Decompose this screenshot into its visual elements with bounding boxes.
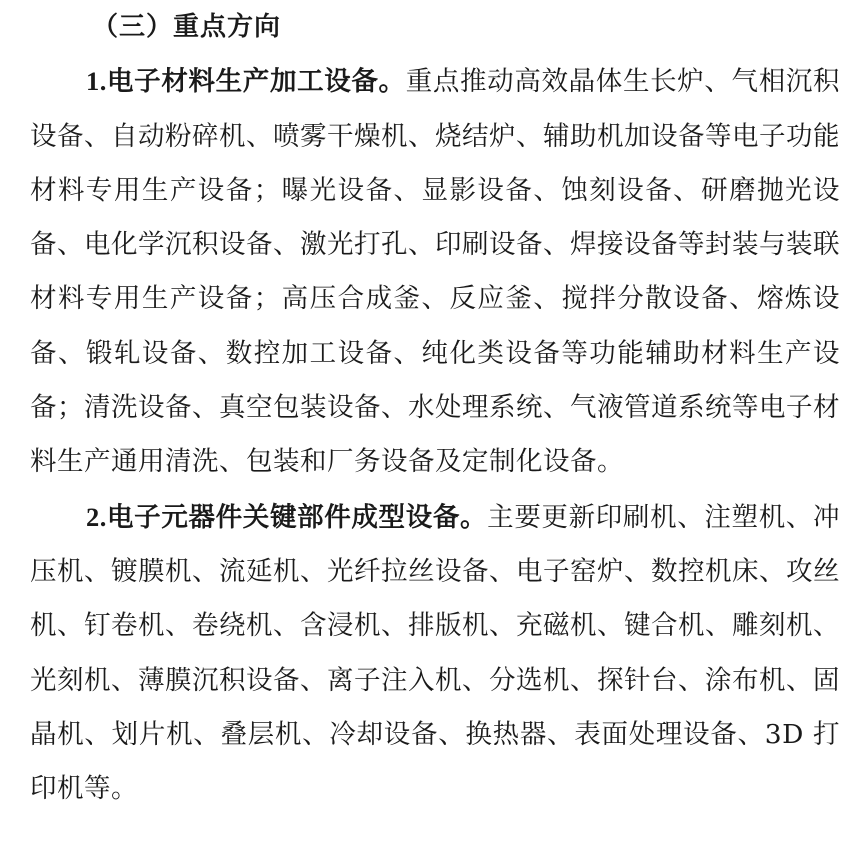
item-1-title: 电子材料生产加工设备。 [106, 66, 406, 98]
item-2-number: 2. [86, 501, 107, 532]
item-2-title: 电子元器件关键部件成型设备。 [106, 501, 488, 533]
section-heading: （三）重点方向 [92, 12, 282, 42]
item-2-body: 主要更新印刷机、注塑机、冲压机、镀膜机、流延机、光纤拉丝设备、电子窑炉、数控机床、攻丝机、钉卷机、卷绕机、含浸机、排版机、充磁机、键合机、雕刻机、光刻机、薄膜沉积设备、离子注入机、分选机、探针台、涂布机、固晶机、划片机、叠层机、冷却设备、换热器、表面处理设备、3D 打印机等。 [30, 501, 841, 805]
item-1-lead [86, 66, 406, 97]
document-page [30, 0, 840, 816]
paragraph-item-2 [30, 490, 840, 817]
item-1-body: 重点推动高效晶体生长炉、气相沉积设备、自动粉碎机、喷雾干燥机、烧结炉、辅助机加设备等电子功能材料专用生产设备；曝光设备、显影设备、蚀刻设备、研磨抛光设备、电化学沉积设备、激光打孔、印刷设备、焊接设备等封装与装联材料专用生产设备；高压合成釜、反应釜、搅拌分散设备、熔炼设备、锻轧设备、数控加工设备、纯化类设备等功能辅助材料生产设备；清洗设备、真空包装设备、水处理系统、气液管道系统等电子材料生产通用清洗、包装和厂务设备及定制化设备。 [30, 66, 841, 478]
item-2-lead [86, 502, 487, 533]
item-1-number: 1. [86, 66, 107, 97]
paragraph-item-1 [30, 54, 840, 489]
